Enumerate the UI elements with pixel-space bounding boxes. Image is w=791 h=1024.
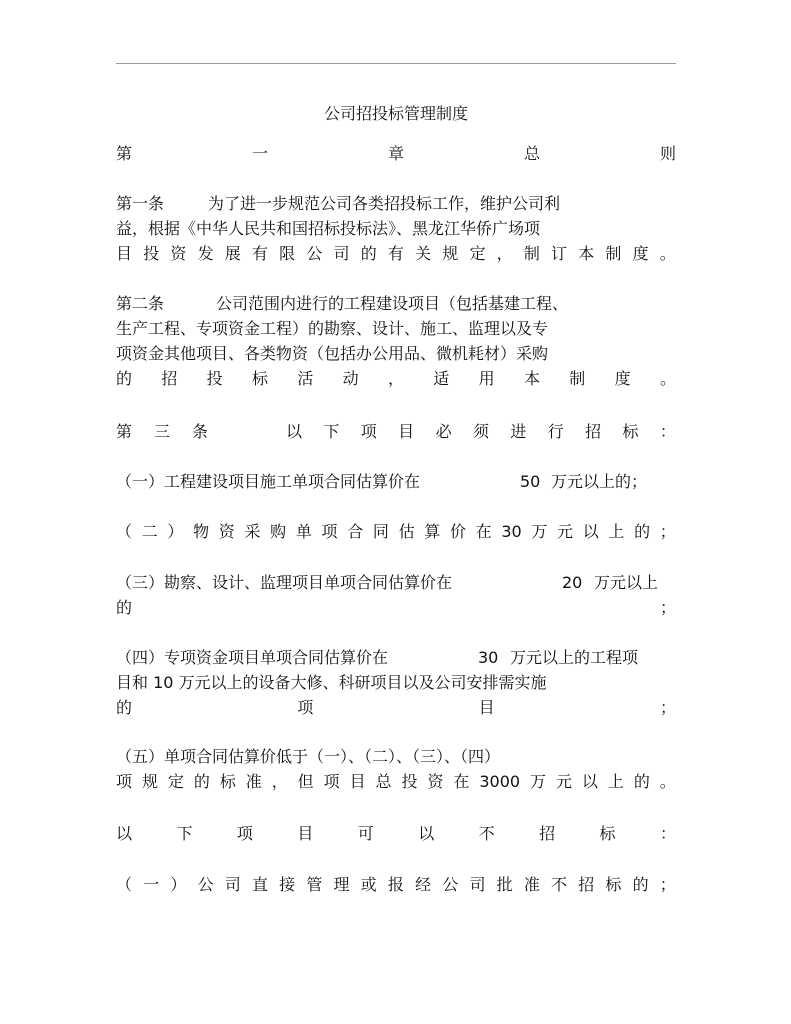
article-3-line bbox=[116, 420, 676, 444]
char: 的 bbox=[633, 772, 650, 791]
char: 招 bbox=[161, 369, 178, 388]
char: 公 bbox=[306, 244, 323, 263]
char: （ bbox=[116, 522, 133, 541]
char: 的 bbox=[634, 522, 651, 541]
char: 则 bbox=[659, 144, 676, 163]
char: 司 bbox=[469, 875, 486, 894]
article-1-line-2: 益，根据《中华人民共和国招标投标法》、黑龙江华侨广场项 bbox=[116, 219, 541, 238]
article-2-line-3: 项资金其他项目、各类物资（包括办公用品、微机耗材）采购 bbox=[116, 344, 549, 363]
char: 第 bbox=[116, 144, 133, 163]
char: ： bbox=[659, 422, 676, 441]
char: 规 bbox=[442, 244, 459, 263]
article-1-line-1 bbox=[116, 192, 676, 216]
char: 标 bbox=[622, 422, 639, 441]
char: 物 bbox=[193, 522, 210, 541]
char: 制 bbox=[523, 244, 540, 263]
char: 招 bbox=[578, 875, 595, 894]
char: 规 bbox=[141, 772, 158, 791]
char: 行 bbox=[547, 422, 564, 441]
item-1 bbox=[116, 470, 676, 494]
article-2-line-2: 生产工程、专项资金工程）的勘察、设计、施工、监理以及专 bbox=[116, 319, 549, 338]
article-1-label: 第一条 bbox=[116, 194, 165, 213]
char: 的 bbox=[632, 875, 649, 894]
char: 但 bbox=[297, 772, 314, 791]
item-4-amount: 30 bbox=[478, 648, 499, 667]
char: 资 bbox=[218, 522, 235, 541]
char: 在 bbox=[453, 772, 470, 791]
char: 公 bbox=[442, 875, 459, 894]
char: 估 bbox=[398, 522, 415, 541]
item-2 bbox=[116, 520, 676, 544]
char: 订 bbox=[551, 244, 568, 263]
char: 不 bbox=[478, 824, 495, 843]
char: 项 bbox=[297, 698, 314, 717]
item-3-line-2 bbox=[116, 596, 676, 620]
char: 投 bbox=[206, 369, 223, 388]
char: 度 bbox=[632, 244, 649, 263]
char: ） bbox=[167, 522, 184, 541]
char: ； bbox=[659, 522, 676, 541]
char: 的 bbox=[360, 244, 377, 263]
char: 下 bbox=[176, 824, 193, 843]
char: 活 bbox=[297, 369, 314, 388]
char: 度 bbox=[614, 369, 631, 388]
char: 项 bbox=[360, 422, 377, 441]
char: 的 bbox=[116, 369, 133, 388]
char: 下 bbox=[323, 422, 340, 441]
char: 以 bbox=[116, 824, 133, 843]
char: 项 bbox=[236, 824, 253, 843]
char: 。 bbox=[659, 244, 676, 263]
char: 以 bbox=[286, 422, 303, 441]
char: 目 bbox=[297, 824, 314, 843]
char: ， bbox=[387, 369, 404, 388]
exempt-item-1 bbox=[116, 873, 676, 897]
item-3-line-2-start: 的 bbox=[116, 598, 133, 617]
char: 以 bbox=[582, 522, 599, 541]
header-rule bbox=[116, 63, 676, 64]
item-4-line-1 bbox=[116, 646, 676, 670]
char: 的 bbox=[193, 772, 210, 791]
char: 总 bbox=[523, 144, 540, 163]
char: 制 bbox=[569, 369, 586, 388]
document-title: 公司招投标管理制度 bbox=[323, 104, 468, 123]
char: 项 bbox=[116, 772, 133, 791]
char: 。 bbox=[659, 369, 676, 388]
char: 以 bbox=[418, 824, 435, 843]
article-2-label: 第二条 bbox=[116, 294, 165, 313]
char: 标 bbox=[599, 824, 616, 843]
char: 目 bbox=[349, 772, 366, 791]
char: 准 bbox=[245, 772, 262, 791]
char: ， bbox=[271, 772, 288, 791]
char: 适 bbox=[433, 369, 450, 388]
char: 的 bbox=[116, 698, 133, 717]
article-3-text bbox=[286, 420, 676, 444]
char: 限 bbox=[279, 244, 296, 263]
char: 万 bbox=[530, 772, 547, 791]
char: 合 bbox=[347, 522, 364, 541]
char: 定 bbox=[469, 244, 486, 263]
char: 算 bbox=[424, 522, 441, 541]
item-4-tail: 万元以上的工程项 bbox=[510, 648, 639, 667]
char: 或 bbox=[360, 875, 377, 894]
char: 第 bbox=[116, 422, 133, 441]
char: 可 bbox=[357, 824, 374, 843]
item-3-line-1 bbox=[116, 571, 676, 595]
char: 经 bbox=[415, 875, 432, 894]
item-1-amount: 50 bbox=[520, 472, 541, 491]
char: 在 bbox=[475, 522, 492, 541]
item-4-line-2: 目和 10 万元以上的设备大修、科研项目以及公司安排需实施 bbox=[116, 673, 547, 692]
char: 招 bbox=[585, 422, 602, 441]
char: 单 bbox=[295, 522, 312, 541]
char: ） bbox=[170, 875, 187, 894]
char: 展 bbox=[224, 244, 241, 263]
char: ， bbox=[496, 244, 513, 263]
char: 标 bbox=[605, 875, 622, 894]
char: 直 bbox=[251, 875, 268, 894]
char: 购 bbox=[270, 522, 287, 541]
char: 须 bbox=[472, 422, 489, 441]
char: 。 bbox=[659, 772, 676, 791]
char: 公 bbox=[197, 875, 214, 894]
char: 投 bbox=[401, 772, 418, 791]
item-1-text: （一）工程建设项目施工单项合同估算价在 bbox=[116, 472, 421, 491]
char: 标 bbox=[219, 772, 236, 791]
char: 不 bbox=[551, 875, 568, 894]
char: 一 bbox=[143, 875, 160, 894]
char: 接 bbox=[279, 875, 296, 894]
article-3-label bbox=[116, 420, 208, 444]
char: 项 bbox=[321, 522, 338, 541]
char: 上 bbox=[607, 772, 624, 791]
char: 价 bbox=[449, 522, 466, 541]
char: ： bbox=[659, 824, 676, 843]
char: 有 bbox=[251, 244, 268, 263]
item-5-line-2 bbox=[116, 770, 676, 794]
article-1-line-3 bbox=[116, 242, 676, 266]
char: ； bbox=[659, 698, 676, 717]
item-1-tail: 万元以上的； bbox=[551, 472, 648, 491]
char: 采 bbox=[244, 522, 261, 541]
char: 条 bbox=[191, 422, 208, 441]
char: 三 bbox=[153, 422, 170, 441]
item-4-text: （四）专项资金项目单项合同估算价在 bbox=[116, 648, 389, 667]
article-2-line-4 bbox=[116, 367, 676, 391]
char: 有 bbox=[387, 244, 404, 263]
char: 元 bbox=[557, 522, 574, 541]
char: ； bbox=[659, 875, 676, 894]
char: 理 bbox=[333, 875, 350, 894]
char: 进 bbox=[510, 422, 527, 441]
char: 资 bbox=[427, 772, 444, 791]
article-2-text-1: 公司范围内进行的工程建设项目（包括基建工程、 bbox=[216, 294, 569, 313]
char: 资 bbox=[170, 244, 187, 263]
article-1-text-1: 为了进一步规范公司各类招投标工作，维护公司利 bbox=[208, 194, 561, 213]
char: 二 bbox=[141, 522, 158, 541]
char: 司 bbox=[224, 875, 241, 894]
char: 3000 bbox=[479, 772, 521, 791]
exempt-heading bbox=[116, 822, 676, 846]
item-5-line-1: （五）单项合同估算价低于（一）、（二）、（三）、（四） bbox=[116, 747, 501, 766]
char: 30 bbox=[501, 522, 522, 541]
char: 报 bbox=[387, 875, 404, 894]
char: 目 bbox=[116, 244, 133, 263]
char: 章 bbox=[387, 144, 404, 163]
char: 同 bbox=[372, 522, 389, 541]
char: 关 bbox=[415, 244, 432, 263]
char: （ bbox=[116, 875, 133, 894]
char: 标 bbox=[251, 369, 268, 388]
char: 必 bbox=[435, 422, 452, 441]
char: 一 bbox=[251, 144, 268, 163]
char: 定 bbox=[167, 772, 184, 791]
char: 发 bbox=[197, 244, 214, 263]
char: 项 bbox=[323, 772, 340, 791]
chapter-heading bbox=[116, 142, 676, 166]
char: 总 bbox=[375, 772, 392, 791]
char: 本 bbox=[578, 244, 595, 263]
char: 制 bbox=[605, 244, 622, 263]
char: 招 bbox=[539, 824, 556, 843]
char: 目 bbox=[478, 698, 495, 717]
char: 以 bbox=[581, 772, 598, 791]
item-3-text: （三）勘察、设计、监理项目单项合同估算价在 bbox=[116, 573, 453, 592]
char: 本 bbox=[523, 369, 540, 388]
item-3-amount: 20 bbox=[562, 573, 583, 592]
char: 动 bbox=[342, 369, 359, 388]
char: 管 bbox=[306, 875, 323, 894]
char: 批 bbox=[496, 875, 513, 894]
item-4-line-3 bbox=[116, 696, 676, 720]
char: 上 bbox=[608, 522, 625, 541]
char: 万 bbox=[531, 522, 548, 541]
char: 投 bbox=[143, 244, 160, 263]
char: 元 bbox=[555, 772, 572, 791]
char: 准 bbox=[523, 875, 540, 894]
item-3-line-2-end: ； bbox=[659, 598, 676, 617]
char: 用 bbox=[478, 369, 495, 388]
char: 目 bbox=[398, 422, 415, 441]
article-2-line-1 bbox=[116, 292, 676, 316]
char: 司 bbox=[333, 244, 350, 263]
item-3-tail: 万元以上 bbox=[594, 573, 659, 592]
